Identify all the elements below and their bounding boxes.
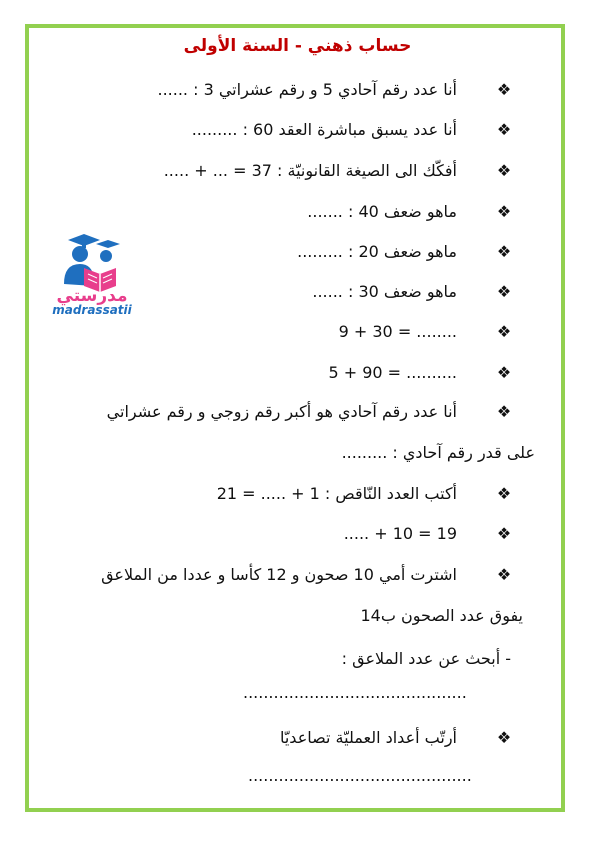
- page-title: حساب ذهني - السنة الأولى: [183, 36, 412, 56]
- item-text: ..... + 10 = 19: [343, 524, 457, 543]
- list-item: [60, 240, 512, 264]
- list-item: [60, 118, 512, 142]
- bullet-icon: ❖: [496, 242, 512, 261]
- list-item: [60, 400, 512, 424]
- item-text: أكتب العدد النّاقص : 1 + ..... = 21: [216, 484, 457, 503]
- bullet-icon: ❖: [496, 524, 512, 543]
- continuation-text: [60, 441, 535, 465]
- item-text: أنا عدد يسبق مباشرة العقد 60 : .........: [191, 120, 457, 139]
- continuation-text: [60, 647, 511, 671]
- item-text: على قدر رقم آحادي : .........: [341, 443, 535, 462]
- list-item: [60, 280, 512, 304]
- logo-arabic-text: مدرستي: [56, 286, 128, 306]
- item-text: 9 + 30 = ........: [338, 322, 457, 341]
- bullet-icon: ❖: [496, 484, 512, 503]
- answer-line: ............................................: [248, 766, 472, 785]
- bullet-icon: ❖: [496, 363, 512, 382]
- item-text: يفوق عدد الصحون ب14: [360, 606, 523, 625]
- list-item: [60, 78, 512, 102]
- bullet-icon: ❖: [496, 282, 512, 301]
- bullet-icon: ❖: [496, 402, 512, 421]
- bullet-icon: ❖: [496, 80, 512, 99]
- bullet-icon: ❖: [496, 565, 512, 584]
- list-item: [60, 482, 512, 506]
- item-text: - أبحث عن عدد الملاعق :: [341, 649, 511, 668]
- bullet-icon: ❖: [496, 202, 512, 221]
- item-text: أنا عدد رقم آحادي 5 و رقم عشراتي 3 : ......: [157, 80, 457, 99]
- logo-latin-text: madrassatii: [52, 303, 132, 317]
- item-text: أرتّب أعداد العمليّة تصاعديّا: [279, 728, 457, 747]
- bullet-icon: ❖: [496, 728, 512, 747]
- list-item: [60, 200, 512, 224]
- answer-line: ............................................: [243, 683, 467, 702]
- bullet-icon: ❖: [496, 161, 512, 180]
- list-item: [60, 159, 512, 183]
- item-text: اشترت أمي 10 صحون و 12 كأسا و عددا من الملاعق: [101, 565, 457, 584]
- list-item: [60, 361, 512, 385]
- continuation-text: [60, 604, 523, 628]
- list-item: [60, 726, 512, 750]
- item-text: أفكّك الى الصيغة القانونيّة : 37 = ... + .....: [163, 161, 457, 180]
- list-item: [60, 563, 512, 587]
- item-text: ماهو ضعف 20 : .........: [297, 242, 457, 261]
- item-text: ماهو ضعف 30 : ......: [312, 282, 457, 301]
- item-text: 5 + 90 = ..........: [328, 363, 457, 382]
- item-text: ماهو ضعف 40 : .......: [307, 202, 457, 221]
- bullet-icon: ❖: [496, 120, 512, 139]
- item-text: أنا عدد رقم آحادي هو أكبر رقم زوجي و رقم عشراتي: [106, 402, 457, 421]
- bullet-icon: ❖: [496, 322, 512, 341]
- list-item: [60, 522, 512, 546]
- list-item: [60, 320, 512, 344]
